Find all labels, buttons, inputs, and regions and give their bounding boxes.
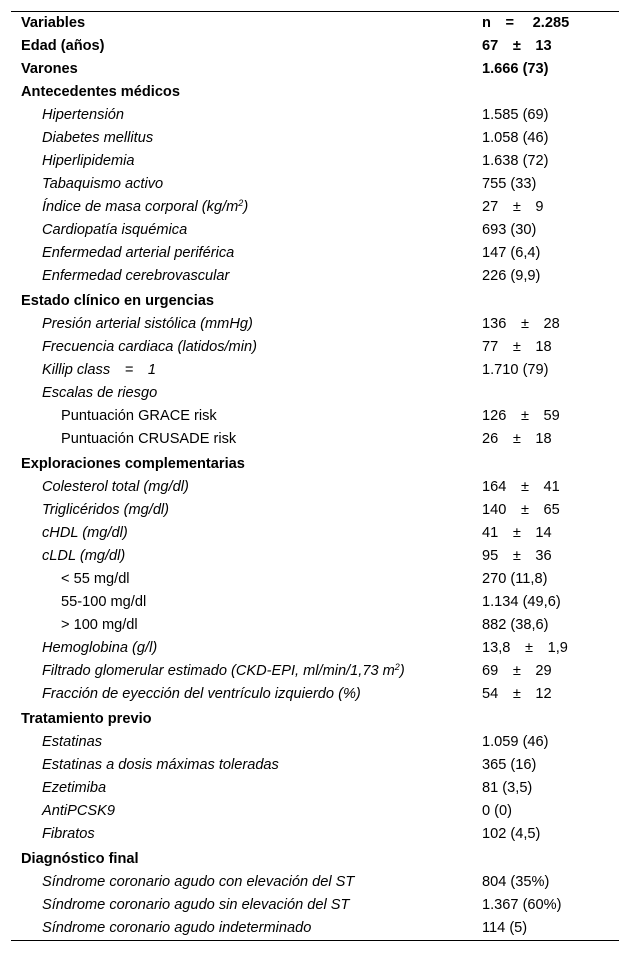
row-value: 1.059 (46) <box>482 734 549 750</box>
filtrado-label-sup: 2 <box>394 662 400 672</box>
row-label: Enfermedad cerebrovascular <box>42 268 230 284</box>
section-estado-clinico <box>11 290 619 313</box>
section-antecedentes <box>11 81 619 104</box>
row-escalas <box>11 382 619 405</box>
row-cerebrovascular <box>11 265 619 288</box>
row-label: AntiPCSK9 <box>42 803 116 819</box>
row-label: Fracción de eyección del ventrículo izquierdo (%) <box>42 686 361 702</box>
row-label: Hemoglobina (g/l) <box>42 640 158 656</box>
row-hipertension <box>11 104 619 127</box>
row-value: 755 (33) <box>482 176 537 192</box>
row-fibratos <box>11 823 619 846</box>
baseline-characteristics-table <box>11 11 619 941</box>
row-label: Frecuencia cardiaca (latidos/min) <box>42 339 257 355</box>
row-label: Edad (años) <box>21 38 105 54</box>
row-value: 164 ± 41 <box>482 479 560 495</box>
row-crusade <box>11 428 619 451</box>
section-diagnostico <box>11 848 619 871</box>
row-edad <box>11 35 619 58</box>
row-label: Puntuación GRACE risk <box>61 408 217 424</box>
imc-label-text: Índice de masa corporal (kg/m <box>42 199 239 215</box>
row-ldl-55-100 <box>11 591 619 614</box>
row-label: Escalas de riesgo <box>42 385 158 401</box>
row-indeterminado <box>11 917 619 940</box>
row-label: Presión arterial sistólica (mmHg) <box>42 316 253 332</box>
row-value: 693 (30) <box>482 222 537 238</box>
row-value: 1.058 (46) <box>482 130 549 146</box>
row-value: 1.710 (79) <box>482 362 549 378</box>
row-label: Ezetimiba <box>42 780 107 796</box>
row-value: 136 ± 28 <box>482 316 560 332</box>
header-value: n = 2.285 <box>482 15 570 31</box>
row-ldl-lt55 <box>11 568 619 591</box>
row-pas <box>11 313 619 336</box>
row-value: 1.134 (49,6) <box>482 594 561 610</box>
row-value: 67 ± 13 <box>482 38 552 54</box>
row-label: Killip class = 1 <box>42 362 156 378</box>
row-label: Síndrome coronario agudo sin elevación del ST <box>42 897 350 913</box>
row-antipcsk9 <box>11 800 619 823</box>
row-value: 882 (38,6) <box>482 617 549 633</box>
section-tratamiento <box>11 708 619 731</box>
row-label: Estatinas a dosis máximas toleradas <box>42 757 279 773</box>
row-colesterol <box>11 476 619 499</box>
row-killip <box>11 359 619 382</box>
row-value: 26 ± 18 <box>482 431 552 447</box>
row-label: Tabaquismo activo <box>42 176 164 192</box>
row-label: Varones <box>21 61 78 77</box>
row-arterial-periferica <box>11 242 619 265</box>
section-title: Diagnóstico final <box>21 851 139 867</box>
row-value: 804 (35%) <box>482 874 550 890</box>
row-hiperlipidemia <box>11 150 619 173</box>
row-cldl <box>11 545 619 568</box>
row-label: Fibratos <box>42 826 95 842</box>
row-label: Diabetes mellitus <box>42 130 154 146</box>
row-value: 226 (9,9) <box>482 268 541 284</box>
row-value: 41 ± 14 <box>482 525 552 541</box>
row-ezetimiba <box>11 777 619 800</box>
row-ldl-gt100 <box>11 614 619 637</box>
row-label <box>11 196 471 219</box>
row-label: > 100 mg/dl <box>61 617 138 633</box>
row-label: Triglicéridos (mg/dl) <box>42 502 170 518</box>
row-value: 1.666 (73) <box>482 61 549 77</box>
row-value: 1.585 (69) <box>482 107 549 123</box>
row-label: Puntuación CRUSADE risk <box>61 431 237 447</box>
row-value: 1.367 (60%) <box>482 897 562 913</box>
row-label: Enfermedad arterial periférica <box>42 245 235 261</box>
row-label: cHDL (mg/dl) <box>42 525 128 541</box>
row-value: 365 (16) <box>482 757 537 773</box>
section-title: Estado clínico en urgencias <box>21 293 215 309</box>
imc-label-close: ) <box>243 199 249 215</box>
row-label: Cardiopatía isquémica <box>42 222 188 238</box>
row-value: 270 (11,8) <box>482 571 548 587</box>
row-label <box>11 660 471 683</box>
row-label: Estatinas <box>42 734 103 750</box>
row-value: 0 (0) <box>482 803 513 819</box>
row-value: 77 ± 18 <box>482 339 552 355</box>
row-scasest <box>11 894 619 917</box>
row-value: 69 ± 29 <box>482 663 552 679</box>
row-imc <box>11 196 619 219</box>
row-value: 147 (6,4) <box>482 245 541 261</box>
row-tabaquismo <box>11 173 619 196</box>
row-value: 95 ± 36 <box>482 548 552 564</box>
row-hemoglobina <box>11 637 619 660</box>
row-value: 1.638 (72) <box>482 153 549 169</box>
row-cardiopatia <box>11 219 619 242</box>
row-fc <box>11 336 619 359</box>
row-value: 114 (5) <box>482 920 528 936</box>
row-estatinas-max <box>11 754 619 777</box>
header-label: Variables <box>21 15 86 31</box>
filtrado-label-close: ) <box>399 663 405 679</box>
row-label: 55-100 mg/dl <box>61 594 147 610</box>
row-value: 13,8 ± 1,9 <box>482 640 568 656</box>
section-title: Exploraciones complementarias <box>21 456 245 472</box>
row-value: 54 ± 12 <box>482 686 552 702</box>
section-exploraciones <box>11 453 619 476</box>
row-value: 102 (4,5) <box>482 826 541 842</box>
row-estatinas <box>11 731 619 754</box>
row-fevi <box>11 683 619 706</box>
row-varones <box>11 58 619 81</box>
imc-label-sup: 2 <box>238 198 244 208</box>
row-label: Síndrome coronario agudo con elevación del ST <box>42 874 355 890</box>
row-label: Síndrome coronario agudo indeterminado <box>42 920 312 936</box>
row-label: Hipertensión <box>42 107 124 123</box>
row-value: 27 ± 9 <box>482 199 544 215</box>
header-row <box>11 12 619 35</box>
row-label: cLDL (mg/dl) <box>42 548 126 564</box>
row-value: 81 (3,5) <box>482 780 533 796</box>
row-label: Hiperlipidemia <box>42 153 135 169</box>
row-grace <box>11 405 619 428</box>
row-value: 126 ± 59 <box>482 408 560 424</box>
row-trigliceridos <box>11 499 619 522</box>
filtrado-label-text: Filtrado glomerular estimado (CKD-EPI, ml/min/1,73 m <box>42 663 395 679</box>
row-label: < 55 mg/dl <box>61 571 130 587</box>
row-value: 140 ± 65 <box>482 502 560 518</box>
row-filtrado <box>11 660 619 683</box>
row-scacest <box>11 871 619 894</box>
row-diabetes <box>11 127 619 150</box>
row-label: Colesterol total (mg/dl) <box>42 479 189 495</box>
row-chdl <box>11 522 619 545</box>
section-title: Antecedentes médicos <box>21 84 180 100</box>
section-title: Tratamiento previo <box>21 711 152 727</box>
